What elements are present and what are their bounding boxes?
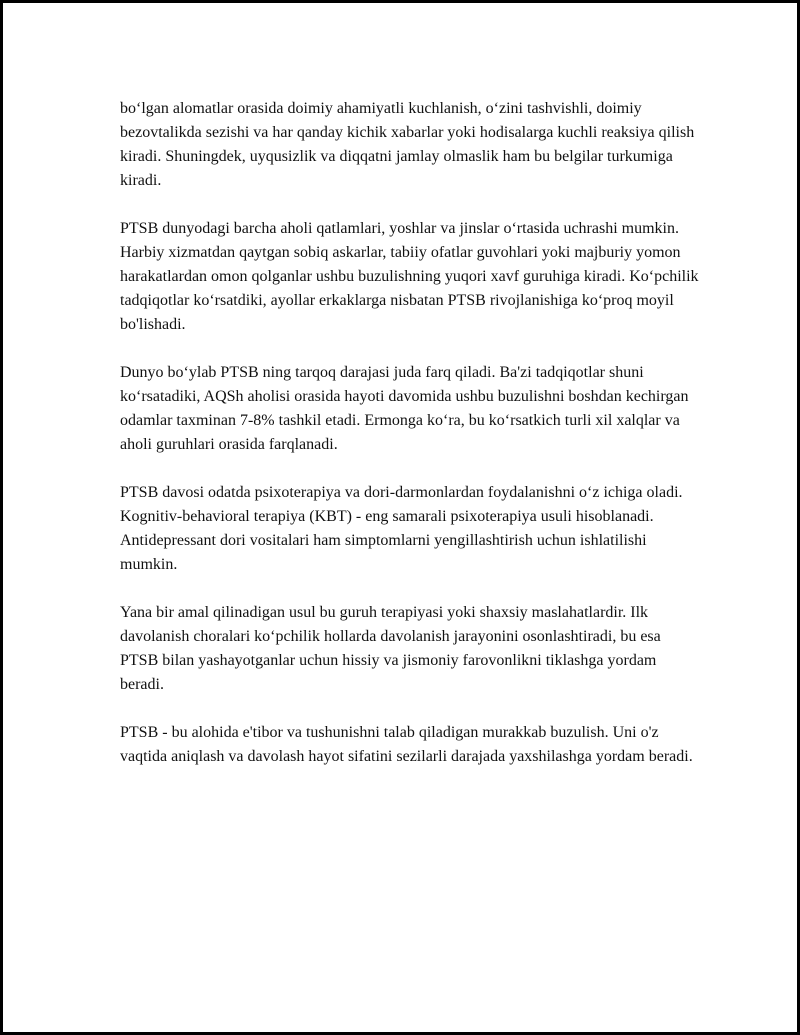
document-body	[120, 97, 700, 793]
paragraph-risk-groups: PTSB dunyodagi barcha aholi qatlamlari, yoshlar va jinslar o‘rtasida uchrashi mumkin. Harbiy xizmatdan qaytgan sobiq askarlar, tabiiy ofatlar guvohlari yoki majburiy yomon harakatlardan omon qolganlar ushbu buzulishning yuqori xavf guruhiga kiradi. Ko‘pchilik tadqiqotlar ko‘rsatdiki, ayollar erkaklarga nisbatan PTSB rivojlanishiga ko‘proq moyil bo'lishadi.	[120, 220, 699, 333]
paragraph-other-methods: Yana bir amal qilinadigan usul bu guruh terapiyasi yoki shaxsiy maslahatlardir. Ilk davolanish choralari ko‘pchilik hollarda davolanish jarayonini osonlashtiradi, bu esa PTSB bilan yashayotganlar uchun hissiy va jismoniy farovonlikni tiklashga yordam beradi.	[120, 604, 661, 693]
paragraph-conclusion: PTSB - bu alohida e'tibor va tushunishni talab qiladigan murakkab buzulish. Uni o'z vaqtida aniqlash va davolash hayot sifatini sezilarli darajada yaxshilashga yordam beradi.	[120, 724, 693, 765]
paragraph-symptoms: bo‘lgan alomatlar orasida doimiy ahamiyatli kuchlanish, o‘zini tashvishli, doimiy bezovtalikda sezishi va har qanday kichik xabarlar yoki hodisalarga kuchli reaksiya qilish kiradi. Shuningdek, uyqusizlik va diqqatni jamlay olmaslik ham bu belgilar turkumiga kiradi.	[120, 100, 695, 189]
paragraph-prevalence: Dunyo bo‘ylab PTSB ning tarqoq darajasi juda farq qiladi. Ba'zi tadqiqotlar shuni ko‘rsatadiki, AQSh aholisi orasida hayoti davomida ushbu buzulishni boshdan kechirgan odamlar taxminan 7-8% tashkil etadi. Ermonga ko‘ra, bu ko‘rsatkich turli xil xalqlar va aholi guruhlari orasida farqlanadi.	[120, 364, 689, 453]
paragraph-treatment: PTSB davosi odatda psixoterapiya va dori-darmonlardan foydalanishni o‘z ichiga oladi. Kognitiv-behavioral terapiya (KBT) - eng samarali psixoterapiya usuli hisoblanadi. Antidepressant dori vositalari ham simptomlarni yengillashtirish uchun ishlatilishi mumkin.	[120, 484, 683, 573]
